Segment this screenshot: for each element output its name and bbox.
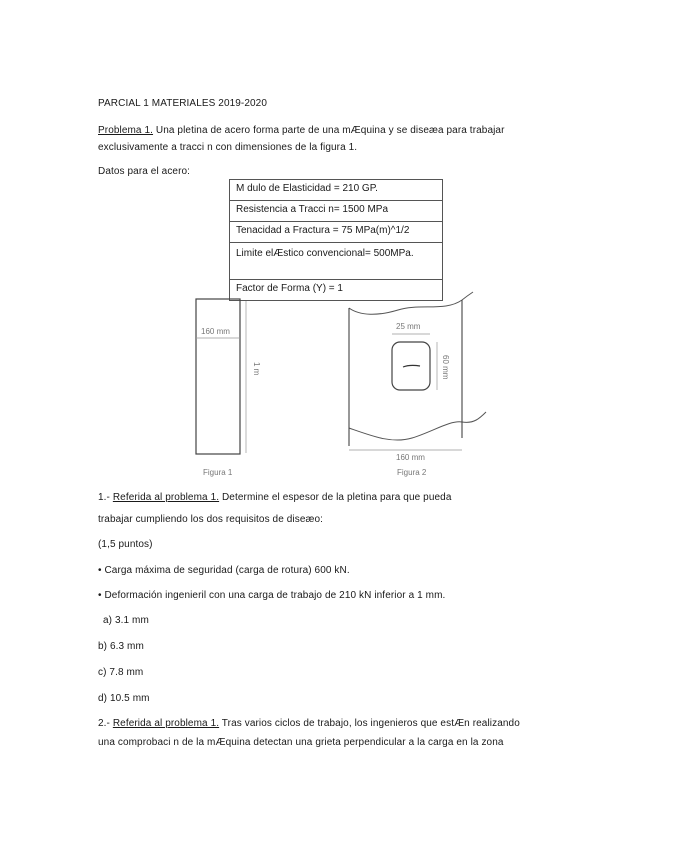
answer-option-a: a) 3.1 mm bbox=[103, 615, 149, 626]
plate-bottom-break bbox=[349, 412, 486, 440]
problem-label: Problema 1. bbox=[98, 125, 154, 136]
fig1-length-label: 1 m bbox=[252, 362, 261, 376]
question-1-line-2: trabajar cumpliendo los dos requisitos de diseæo: bbox=[98, 514, 324, 525]
fig2-caption: Figura 2 bbox=[397, 468, 427, 477]
property-cell: Factor de Forma (Y) = 1 bbox=[230, 280, 443, 301]
answer-option-c: c) 7.8 mm bbox=[98, 667, 144, 678]
property-cell: Limite elÆstico convencional= 500MPa. bbox=[230, 243, 443, 280]
question-2-text-1: Tras varios ciclos de trabajo, los ingenieros que estÆn realizando bbox=[219, 718, 520, 729]
question-2-number: 2.- bbox=[98, 718, 113, 729]
question-1-text-1: Determine el espesor de la pletina para que pueda bbox=[219, 492, 452, 503]
hole-outline bbox=[392, 342, 430, 390]
fig1-caption: Figura 1 bbox=[203, 468, 233, 477]
plate-top-break bbox=[349, 292, 473, 314]
page-title: PARCIAL 1 MATERIALES 2019-2020 bbox=[98, 98, 268, 109]
property-cell: M dulo de Elasticidad = 210 GP. bbox=[230, 180, 443, 201]
question-2-ref: Referida al problema 1. bbox=[112, 718, 220, 729]
question-1-ref: Referida al problema 1. bbox=[112, 492, 220, 503]
crack-mark bbox=[403, 365, 420, 367]
problem-text-1: Una pletina de acero forma parte de una mÆquina y se diseæa para trabajar bbox=[153, 125, 505, 136]
fig2-top-label: 25 mm bbox=[396, 322, 421, 331]
answer-option-d: d) 10.5 mm bbox=[98, 693, 150, 704]
plate-outline bbox=[196, 299, 240, 454]
question-2-line-1 bbox=[98, 718, 520, 729]
answer-option-b: b) 6.3 mm bbox=[98, 641, 144, 652]
problem-statement-line-2: exclusivamente a tracci n con dimensiones de la figura 1. bbox=[98, 142, 358, 153]
question-1-bullet-2: • Deformación ingenieril con una carga de trabajo de 210 kN inferior a 1 mm. bbox=[98, 590, 446, 601]
fig2-bottom-label: 160 mm bbox=[396, 453, 425, 462]
figure-2 bbox=[349, 292, 486, 477]
property-cell: Tenacidad a Fractura = 75 MPa(m)^1/2 bbox=[230, 222, 443, 243]
question-2-line-2: una comprobaci n de la mÆquina detectan una grieta perpendicular a la carga en la zona bbox=[98, 737, 504, 748]
question-1-line-1 bbox=[98, 492, 451, 503]
question-1-bullet-1: • Carga máxima de seguridad (carga de rotura) 600 kN. bbox=[98, 565, 350, 576]
steel-data-heading: Datos para el acero: bbox=[98, 166, 191, 177]
question-1-number: 1.- bbox=[98, 492, 113, 503]
property-cell: Resistencia a Tracci n= 1500 MPa bbox=[230, 201, 443, 222]
fig1-width-label: 160 mm bbox=[201, 327, 230, 336]
question-1-points: (1,5 puntos) bbox=[98, 539, 153, 550]
fig2-side-label: 60 mm bbox=[441, 355, 450, 380]
figure-1 bbox=[196, 299, 261, 477]
